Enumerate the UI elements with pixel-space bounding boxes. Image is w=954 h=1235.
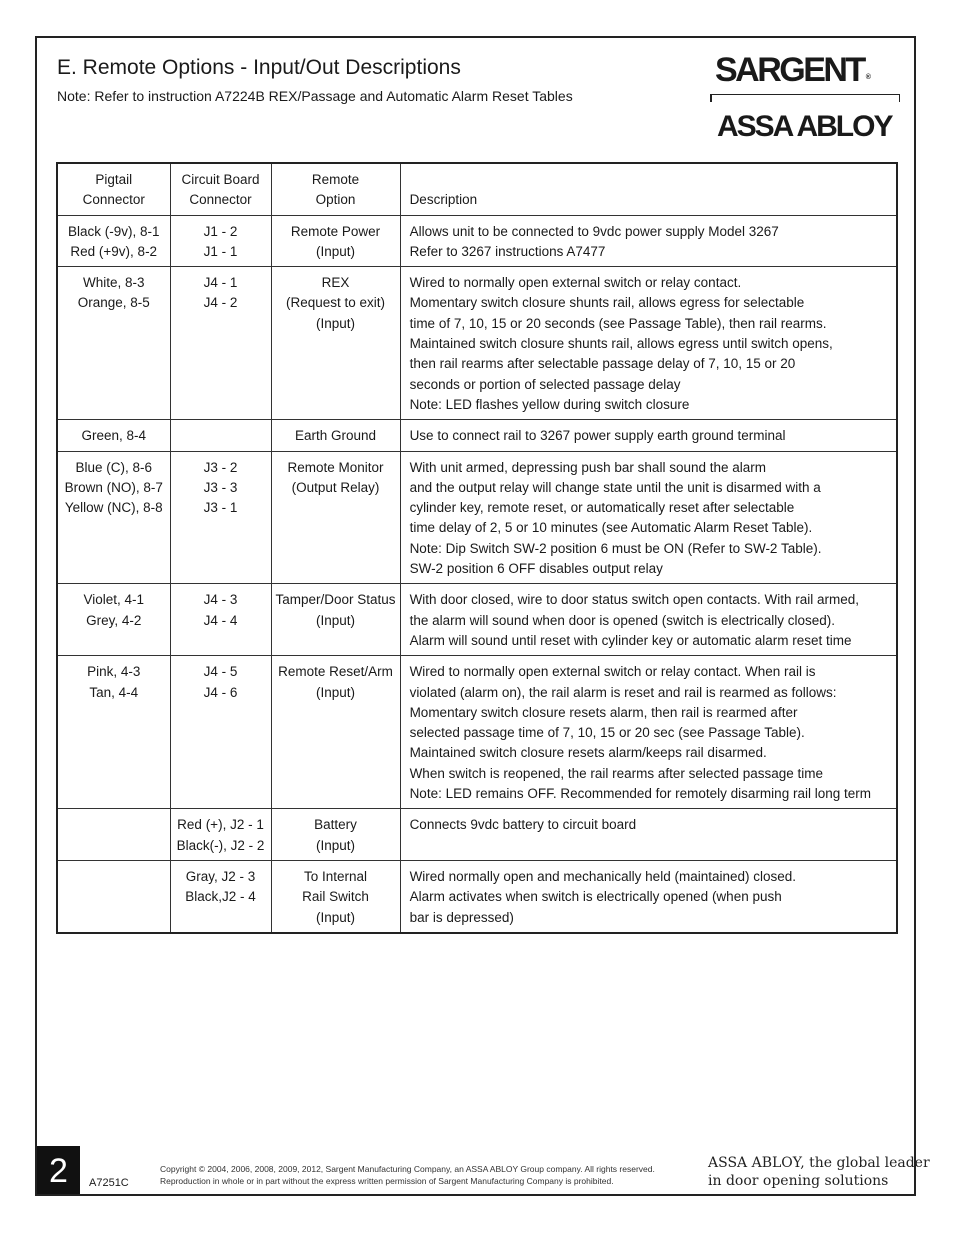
header-remote-option: Remote Option: [271, 163, 400, 215]
remote-option-cell: REX (Request to exit) (Input): [271, 267, 400, 420]
io-descriptions-table: [56, 162, 898, 934]
sargent-logo-text: SARGENT: [715, 51, 864, 89]
circuit-board-cell: Gray, J2 - 3 Black,J2 - 4: [170, 860, 271, 932]
remote-option-cell: Remote Power (Input): [271, 215, 400, 267]
copyright-notice: Copyright © 2004, 2006, 2008, 2009, 2012, Sargent Manufacturing Company, an ASSA ABLOY Group company. All rights reserved. Reproduction in whole or in part without the express written permission of Sargent Manufacturing Company is prohibited.: [160, 1164, 655, 1186]
table-row: [57, 215, 897, 267]
page-note: Note: Refer to instruction A7224B REX/Passage and Automatic Alarm Reset Tables: [57, 88, 573, 104]
pigtail-cell: [57, 809, 170, 861]
circuit-board-cell: [170, 420, 271, 451]
table-row: [57, 860, 897, 932]
circuit-board-cell: J3 - 2 J3 - 3 J3 - 1: [170, 451, 271, 584]
table-header-row: [57, 163, 897, 215]
description-cell: With door closed, wire to door status switch open contacts. With rail armed, the alarm will sound when door is opened (switch is electrically closed). Alarm will sound until reset with cylinder key or automatic alarm reset time: [400, 584, 897, 656]
description-cell: Wired to normally open external switch or relay contact. When rail is violated (alarm on), the rail alarm is reset and rail is rearmed as follows: Momentary switch closure resets alarm, then rail is rearmed after selected passage time of 7, 10, 15 or 20 sec (see Passage Table). Maintained switch closure resets alarm/keeps rail disarmed. When switch is reopened, the rail rearms after selected passage time Note: LED remains OFF. Recommended for remotely disarming rail long term: [400, 656, 897, 809]
header-pigtail: Pigtail Connector: [57, 163, 170, 215]
description-cell: Wired to normally open external switch or relay contact. Momentary switch closure shunts rail, allows egress for selectable time of 7, 10, 15 or 20 seconds (see Passage Table), then rail rearms. Maintained switch closure shunts rail, allows egress until switch opens, then rail rearms after selectable passage delay of 7, 10, 15 or 20 seconds or portion of selected passage delay Note: LED flashes yellow during switch closure: [400, 267, 897, 420]
description-cell: Wired normally open and mechanically held (maintained) closed. Alarm activates when switch is electrically opened (when push bar is depressed): [400, 860, 897, 932]
pigtail-cell: Pink, 4-3 Tan, 4-4: [57, 656, 170, 809]
remote-option-cell: Remote Monitor (Output Relay): [271, 451, 400, 584]
circuit-board-cell: J4 - 3 J4 - 4: [170, 584, 271, 656]
remote-option-cell: Tamper/Door Status (Input): [271, 584, 400, 656]
circuit-board-cell: J4 - 1 J4 - 2: [170, 267, 271, 420]
table-row: [57, 584, 897, 656]
description-cell: Connects 9vdc battery to circuit board: [400, 809, 897, 861]
table-row: [57, 656, 897, 809]
circuit-board-cell: Red (+), J2 - 1 Black(-), J2 - 2: [170, 809, 271, 861]
circuit-board-cell: J1 - 2 J1 - 1: [170, 215, 271, 267]
description-cell: With unit armed, depressing push bar shall sound the alarm and the output relay will change state until the unit is disarmed with a cylinder key, remote reset, or automatically reset after selectable time delay of 2, 5 or 10 minutes (see Automatic Alarm Reset Table). Note: Dip Switch SW-2 position 6 must be ON (Refer to SW-2 Table). SW-2 position 6 OFF disables output relay: [400, 451, 897, 584]
page-number: 2: [37, 1146, 80, 1194]
document-id: A7251C: [89, 1177, 129, 1189]
remote-option-cell: Remote Reset/Arm (Input): [271, 656, 400, 809]
assa-abloy-logo: ASSA ABLOY: [717, 110, 892, 143]
sargent-logo: [715, 52, 869, 88]
table-row: [57, 809, 897, 861]
circuit-board-cell: J4 - 5 J4 - 6: [170, 656, 271, 809]
table-row: [57, 267, 897, 420]
table-row: [57, 420, 897, 451]
header-circuit-board: Circuit Board Connector: [170, 163, 271, 215]
page-title: E. Remote Options - Input/Out Descriptions: [57, 56, 461, 79]
registered-mark: ®: [865, 74, 871, 81]
pigtail-cell: Violet, 4-1 Grey, 4-2: [57, 584, 170, 656]
header-description: Description: [400, 163, 897, 215]
table-row: [57, 451, 897, 584]
description-cell: Use to connect rail to 3267 power supply earth ground terminal: [400, 420, 897, 451]
pigtail-cell: Blue (C), 8-6 Brown (NO), 8-7 Yellow (NC), 8-8: [57, 451, 170, 584]
remote-option-cell: Earth Ground: [271, 420, 400, 451]
company-tagline: ASSA ABLOY, the global leader in door opening solutions: [708, 1155, 930, 1189]
remote-option-cell: Battery (Input): [271, 809, 400, 861]
pigtail-cell: [57, 860, 170, 932]
description-cell: Allows unit to be connected to 9vdc power supply Model 3267 Refer to 3267 instructions A7477: [400, 215, 897, 267]
remote-option-cell: To Internal Rail Switch (Input): [271, 860, 400, 932]
pigtail-cell: White, 8-3 Orange, 8-5: [57, 267, 170, 420]
logo-divider: [710, 94, 900, 103]
pigtail-cell: Black (-9v), 8-1 Red (+9v), 8-2: [57, 215, 170, 267]
pigtail-cell: Green, 8-4: [57, 420, 170, 451]
